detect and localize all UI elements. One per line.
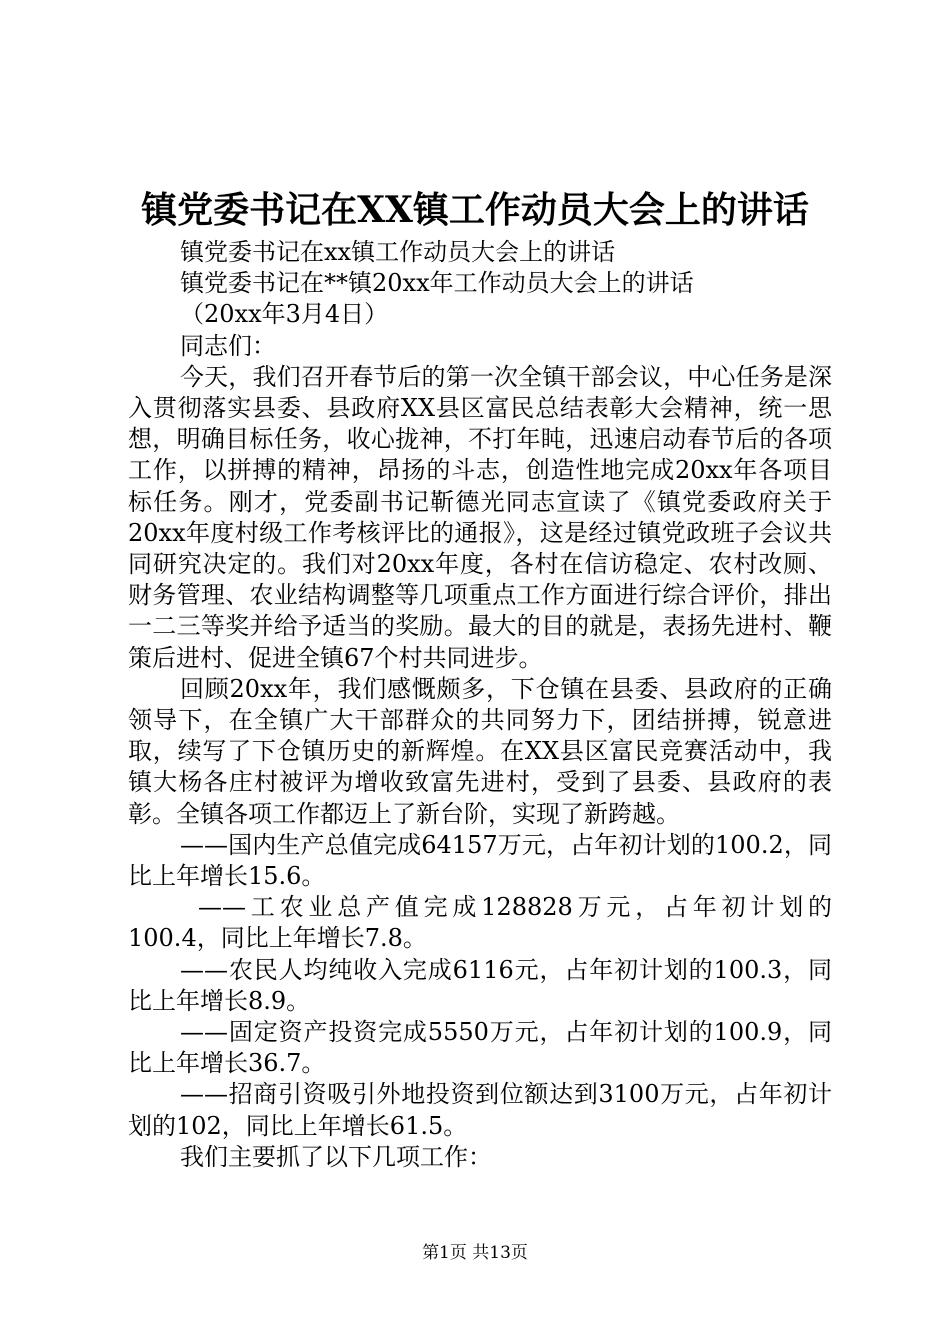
statistic-item: ——国内生产总值完成64157万元，占年初计划的100.2，同比上年增长15.6。	[128, 830, 832, 891]
document-title: 镇党委书记在XX镇工作动员大会上的讲话	[141, 189, 809, 231]
paragraph: 回顾20xx年，我们感慨颇多，下仓镇在县委、县政府的正确领导下，在全镇广大干部群众的共同努力下，团结拼搏，锐意进取，续写了下仓镇历史的新辉煌。在XX县区富民竞赛活动中，我镇大杨各庄村被评为增收致富先进村，受到了县委、县政府的表彰。全镇各项工作都迈上了新台阶，实现了新跨越。	[128, 674, 832, 828]
document-body	[128, 237, 832, 1173]
statistic-item: ——招商引资吸引外地投资到位额达到3100万元，占年初计划的102，同比上年增长61.5。	[128, 1080, 832, 1140]
page-footer: 第1页 共13页	[422, 1243, 528, 1263]
subtitle-line: 镇党委书记在xx镇工作动员大会上的讲话	[180, 238, 616, 266]
paragraph: 我们主要抓了以下几项工作：	[180, 1142, 492, 1171]
statistic-item: ——工农业总产值完成128828万元，占年初计划的100.4，同比上年增长7.8。	[128, 893, 832, 953]
subtitle-line: 镇党委书记在**镇20xx年工作动员大会上的讲话	[180, 269, 694, 298]
statistic-item: ——固定资产投资完成5550万元，占年初计划的100.9，同比上年增长36.7。	[128, 1018, 832, 1078]
salutation: 同志们：	[180, 331, 276, 360]
statistic-item: ——农民人均纯收入完成6116元，占年初计划的100.3，同比上年增长8.9。	[128, 955, 832, 1015]
date-line: （20xx年3月4日）	[180, 300, 389, 329]
paragraph: 今天，我们召开春节后的第一次全镇干部会议，中心任务是深入贯彻落实县委、县政府XX县区富民总结表彰大会精神，统一思想，明确目标任务，收心拢神，不打年盹，迅速启动春节后的各项工作，以拼搏的精神，昂扬的斗志，创造性地完成20xx年各项目标任务。刚才，党委副书记靳德光同志宣读了《镇党委政府关于20xx年度村级工作考核评比的通报》，这是经过镇党政班子会议共同研究决定的。我们对20xx年度，各村在信访稳定、农村改厕、财务管理、农业结构调整等几项重点工作方面进行综合评价，排出一二三等奖并给予适当的奖励。最大的目的就是，表扬先进村、鞭策后进村、促进全镇67个村共同进步。	[128, 362, 832, 672]
